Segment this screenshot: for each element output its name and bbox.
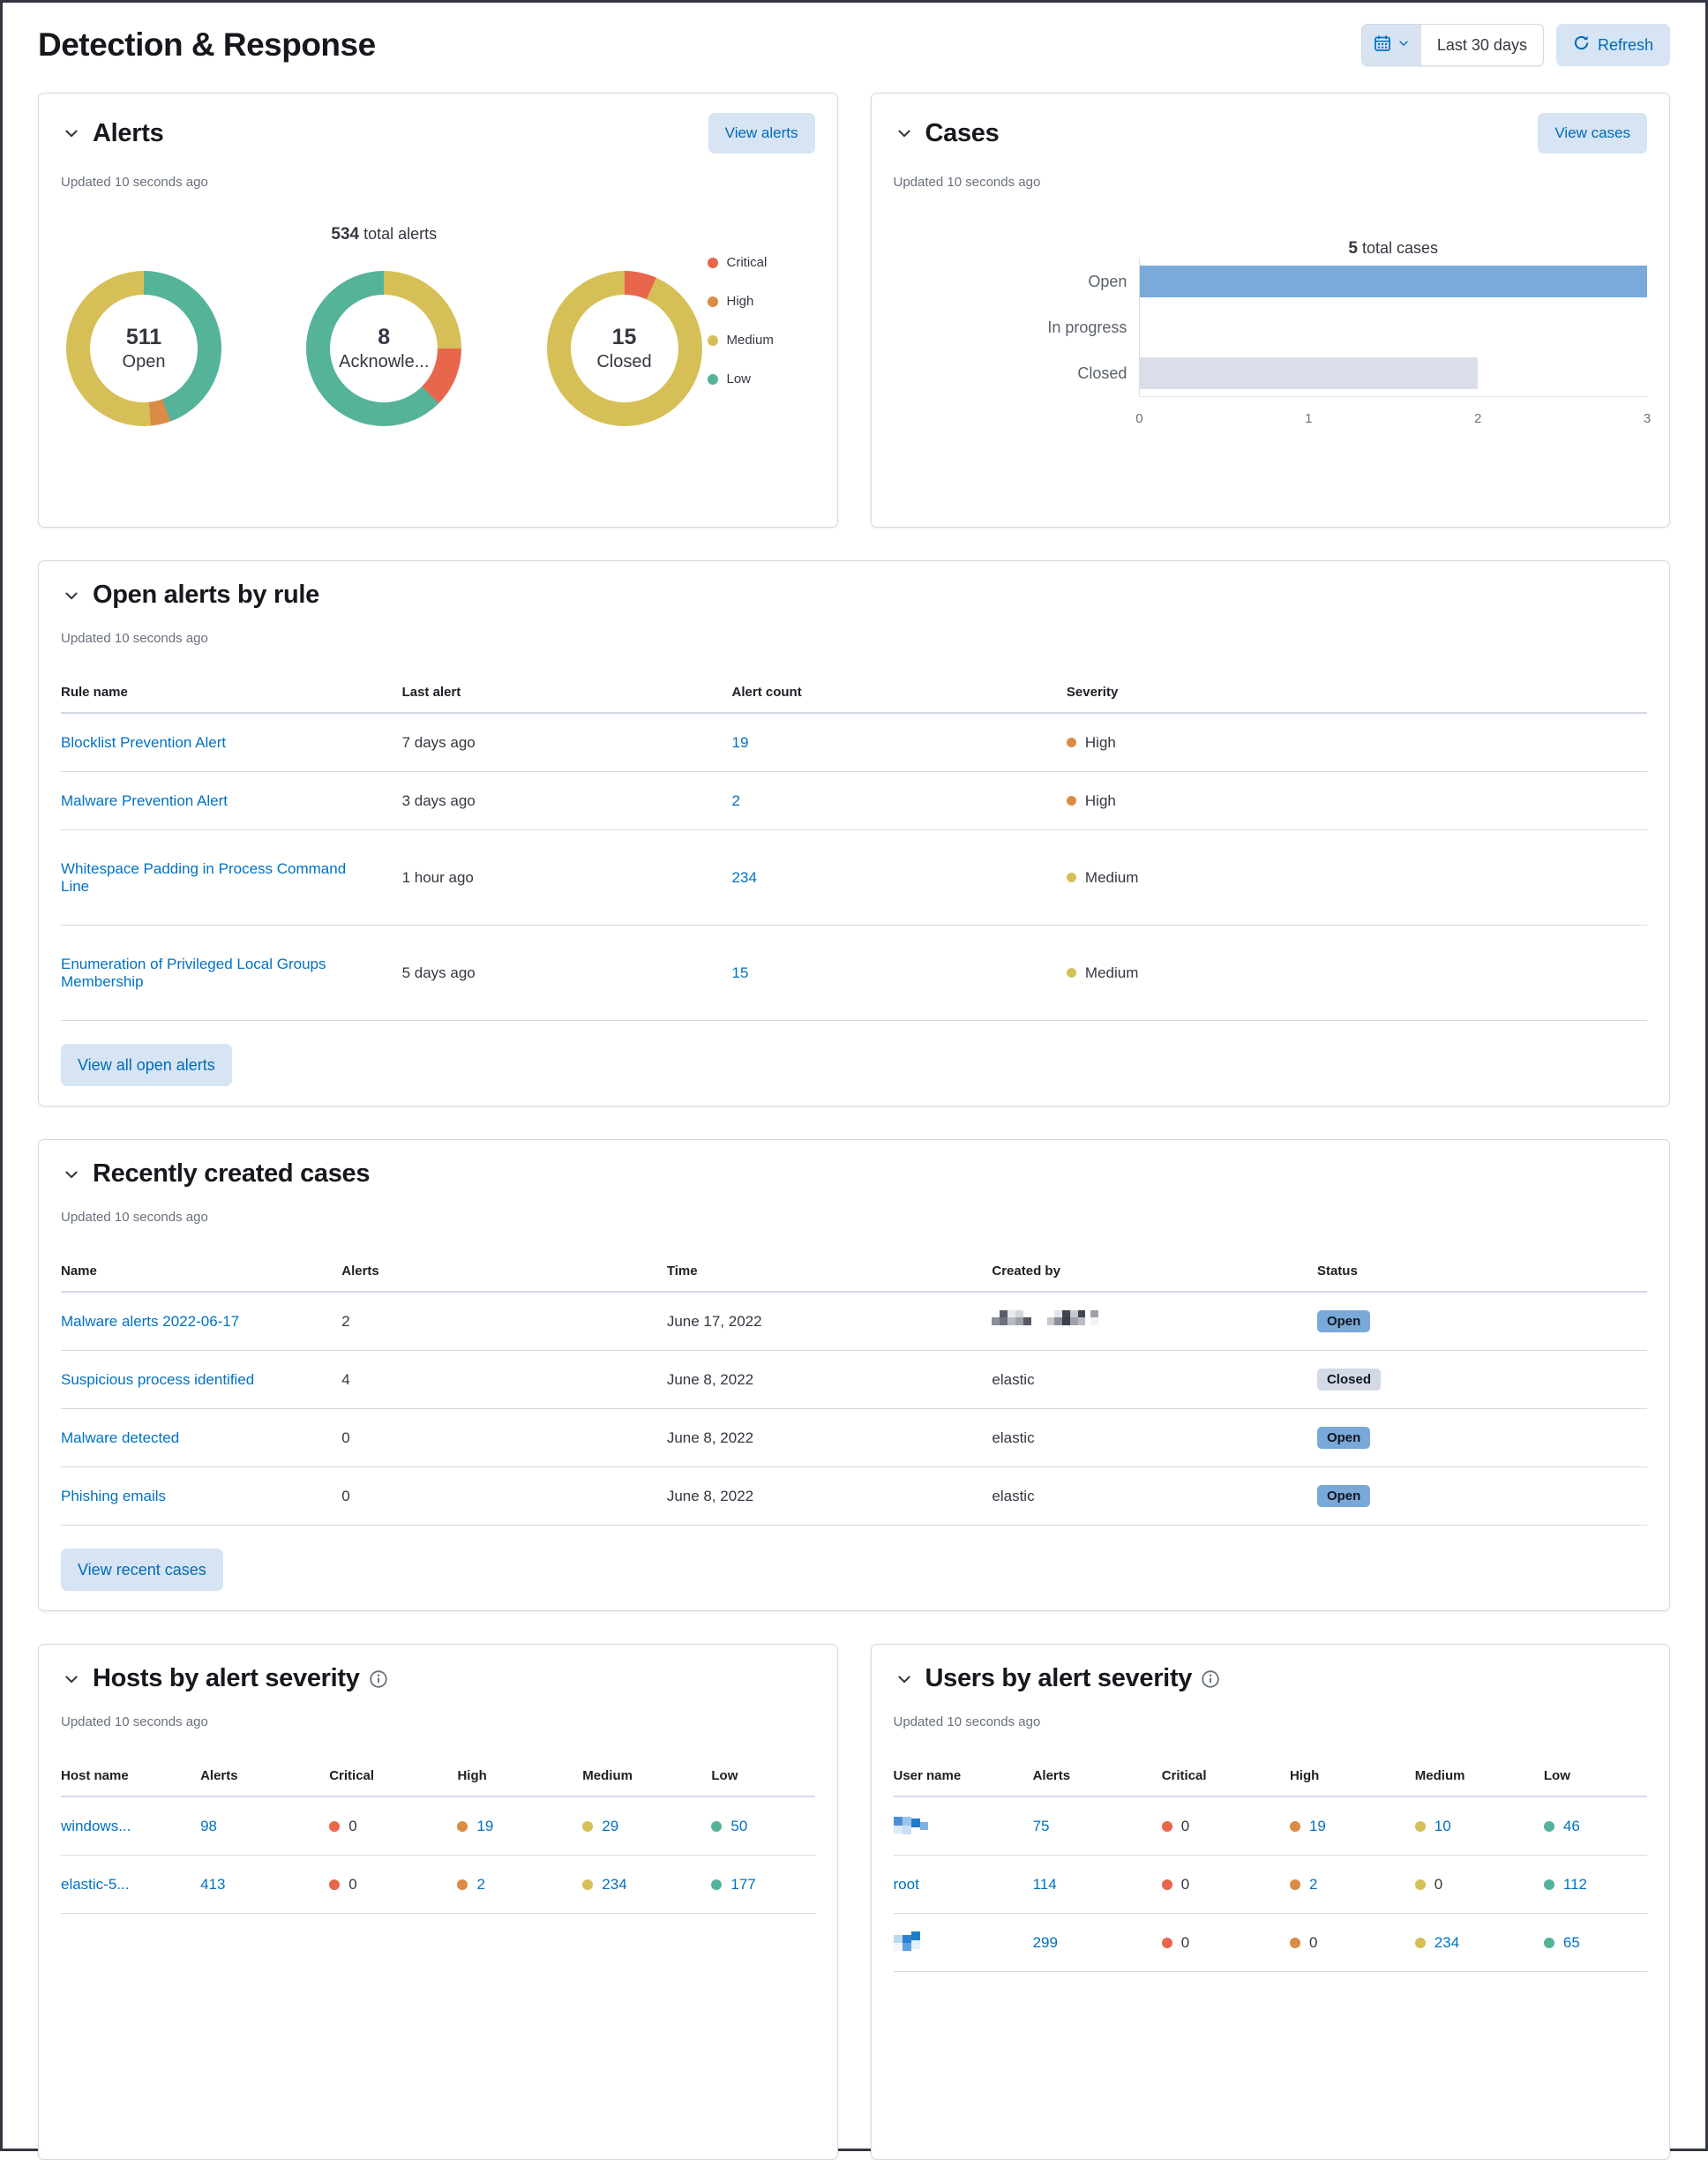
case-name-link[interactable]: Phishing emails [61,1487,167,1504]
alert-count-link[interactable]: 2 [731,791,740,809]
status-badge: Open [1317,1427,1370,1449]
host-name-link[interactable]: windows... [61,1817,131,1834]
cases-total: 5 total cases [1348,239,1438,258]
case-time: June 17, 2022 [666,1312,762,1330]
hosts-table [61,1768,815,1914]
closed-alerts-donut-chart: 15 Closed [547,271,702,426]
high-count[interactable]: 0 [1308,1933,1318,1951]
detection-response-dashboard [3,3,1705,2160]
rule-name-link[interactable]: Malware Prevention Alert [61,791,228,809]
low-dot-icon [1544,1879,1554,1890]
acknowledged-alerts-donut-chart: 8 Acknowle... [306,271,461,426]
column-header-medium: Medium [1414,1768,1465,1783]
critical-dot-icon [1162,1821,1172,1832]
view-cases-button[interactable]: View cases [1538,113,1647,154]
hosts-collapse-toggle[interactable] [61,1669,82,1690]
cases-updated-text: Updated 10 seconds ago [893,175,1041,190]
redacted-user-name [894,1813,934,1839]
critical-dot-icon [1162,1938,1172,1948]
high-dot-icon [708,296,718,307]
status-badge: Closed [1317,1369,1381,1391]
case-name-link[interactable]: Malware alerts 2022-06-17 [61,1312,240,1330]
column-header-host-name: Host name [61,1768,129,1783]
date-picker-quick-menu[interactable] [1362,25,1421,65]
critical-count[interactable]: 0 [348,1817,357,1834]
cases-x-axis: 0 1 2 3 [1139,396,1647,437]
low-dot-icon [1544,1821,1554,1832]
last-alert-value: 7 days ago [401,733,476,751]
severity-value: High [1084,791,1116,809]
critical-count[interactable]: 0 [348,1875,357,1893]
legend-item-high[interactable]: High [708,294,815,309]
cases-bar-chart [894,239,1652,437]
low-dot-icon [1544,1938,1554,1948]
rule-name-link[interactable]: Enumeration of Privileged Local Groups Membership [61,955,326,990]
open-alerts-by-rule-panel [38,560,1670,1106]
open-alerts-updated-text: Updated 10 seconds ago [61,631,208,646]
low-count[interactable]: 46 [1562,1817,1580,1834]
column-header-time: Time [666,1264,698,1279]
column-header-severity: Severity [1066,685,1119,700]
hosts-by-alert-severity-panel [38,1644,838,2160]
table-row [61,926,1647,1021]
toolbar [1361,24,1670,66]
alerts-total: 534 total alerts [331,225,438,244]
open-alerts-panel-title: Open alerts by rule [93,581,319,609]
open-alerts-table [61,685,1647,1021]
page-header [38,24,1670,66]
case-time: June 8, 2022 [666,1487,754,1504]
calendar-icon [1374,34,1391,56]
status-badge: Open [1317,1485,1370,1507]
bar-label-closed: Closed [1077,364,1127,382]
medium-count[interactable]: 234 [602,1875,627,1893]
column-header-high: High [457,1768,487,1783]
redacted-created-by [992,1310,1108,1332]
redacted-user-name [894,1930,929,1955]
recently-created-cases-panel [38,1139,1670,1611]
last-alert-value: 5 days ago [401,964,476,981]
alerts-updated-text: Updated 10 seconds ago [61,175,208,190]
column-header-alert-count: Alert count [731,685,802,700]
case-created-by: elastic [992,1370,1035,1388]
critical-dot-icon [329,1821,340,1832]
high-dot-icon [1290,1879,1300,1890]
severity-dot-icon [1067,873,1076,882]
severity-value: Medium [1084,964,1139,981]
case-time: June 8, 2022 [666,1370,754,1388]
column-header-critical: Critical [1161,1768,1207,1783]
rule-name-link[interactable]: Blocklist Prevention Alert [61,733,227,751]
refresh-button[interactable]: Refresh [1556,24,1670,66]
case-name-link[interactable]: Malware detected [61,1429,180,1446]
column-header-medium: Medium [582,1768,633,1783]
medium-dot-icon [1415,1938,1426,1948]
date-range-value[interactable]: Last 30 days [1436,35,1527,54]
alerts-collapse-toggle[interactable] [61,123,82,144]
alert-count-link[interactable]: 15 [731,964,749,981]
table-row [61,1351,1647,1409]
host-name-link[interactable]: elastic-5... [61,1875,130,1893]
legend-item-medium[interactable]: Medium [708,333,815,348]
table-row [61,830,1647,926]
user-alerts-link[interactable]: 75 [1032,1817,1050,1834]
table-row [894,1856,1648,1914]
users-table [894,1768,1648,1972]
legend-item-critical[interactable]: Critical [708,255,815,270]
table-row [894,1797,1648,1856]
medium-dot-icon [582,1821,593,1832]
table-row [61,1293,1647,1351]
legend-item-low[interactable]: Low [708,371,815,386]
high-dot-icon [1290,1938,1300,1948]
column-header-name: Name [61,1264,97,1279]
severity-dot-icon [1067,968,1076,978]
recent-cases-table [61,1264,1647,1526]
low-count[interactable]: 177 [730,1875,756,1893]
low-dot-icon [711,1879,722,1890]
high-count[interactable]: 2 [1308,1875,1318,1893]
medium-dot-icon [1415,1821,1426,1832]
case-alerts-count: 0 [341,1487,350,1504]
case-name-link[interactable]: Suspicious process identified [61,1370,255,1388]
rule-name-link[interactable]: Whitespace Padding in Process Command Line [61,859,347,895]
page-title: Detection & Response [38,26,376,63]
open-alerts-collapse-toggle[interactable] [61,585,82,606]
severity-dot-icon [1067,796,1076,806]
recent-cases-updated-text: Updated 10 seconds ago [61,1210,208,1225]
table-row [61,714,1647,772]
high-dot-icon [457,1821,468,1832]
open-cases-bar [1140,266,1647,297]
critical-count[interactable]: 0 [1180,1933,1190,1951]
info-icon[interactable] [1201,1669,1220,1689]
critical-dot-icon [1162,1879,1172,1890]
medium-dot-icon [708,335,718,346]
table-row [894,1914,1648,1972]
medium-dot-icon [1415,1879,1426,1890]
column-header-last-alert: Last alert [401,685,461,700]
alerts-panel [38,93,838,528]
open-alerts-donut-chart: 511 Open [66,271,221,426]
column-header-status: Status [1316,1264,1358,1279]
last-alert-value: 3 days ago [401,791,476,809]
critical-dot-icon [708,258,718,268]
info-icon[interactable] [369,1669,388,1689]
high-count[interactable]: 2 [476,1875,485,1893]
user-alerts-link[interactable]: 114 [1032,1875,1057,1893]
critical-count[interactable]: 0 [1180,1817,1190,1834]
critical-count[interactable]: 0 [1180,1875,1190,1893]
table-row [61,772,1647,830]
severity-dot-icon [1067,738,1076,747]
chevron-down-icon [1397,37,1410,54]
severity-legend [708,225,815,426]
column-header-high: High [1289,1768,1320,1783]
case-alerts-count: 0 [341,1429,350,1446]
case-time: June 8, 2022 [666,1429,754,1446]
column-header-alerts: Alerts [200,1768,238,1783]
recent-cases-panel-title: Recently created cases [93,1159,371,1188]
users-panel-title: Users by alert severity [925,1664,1193,1692]
hosts-panel-title: Hosts by alert severity [93,1664,360,1692]
bar-label-in-progress: In progress [1047,318,1127,336]
column-header-user-name: User name [893,1768,962,1783]
medium-count[interactable]: 10 [1434,1817,1451,1834]
cases-collapse-toggle[interactable] [894,123,915,144]
column-header-critical: Critical [329,1768,375,1783]
high-count[interactable]: 19 [1308,1817,1326,1834]
low-dot-icon [708,374,718,385]
refresh-icon [1573,34,1590,56]
view-all-open-alerts-button[interactable]: View all open alerts [61,1044,232,1086]
alerts-panel-title: Alerts [93,118,164,147]
low-count[interactable]: 50 [730,1817,748,1834]
table-row [61,1797,815,1856]
user-alerts-link[interactable]: 299 [1032,1933,1058,1951]
high-dot-icon [457,1879,468,1890]
table-row [61,1409,1647,1467]
users-collapse-toggle[interactable] [894,1669,915,1690]
alert-count-link[interactable]: 234 [731,868,757,886]
column-header-alerts: Alerts [1032,1768,1071,1783]
alert-count-link[interactable]: 19 [731,733,749,751]
hosts-updated-text: Updated 10 seconds ago [61,1714,208,1729]
view-recent-cases-button[interactable]: View recent cases [61,1549,223,1591]
low-count[interactable]: 112 [1562,1875,1587,1893]
column-header-rule-name: Rule name [61,685,128,700]
case-alerts-count: 2 [341,1312,350,1330]
users-by-alert-severity-panel [871,1644,1671,2160]
user-name-link[interactable]: root [893,1875,919,1893]
medium-count[interactable]: 234 [1434,1933,1460,1951]
column-header-low: Low [1543,1768,1570,1783]
case-created-by: elastic [992,1429,1035,1446]
medium-count[interactable]: 0 [1434,1875,1443,1893]
low-count[interactable]: 65 [1562,1933,1580,1951]
case-alerts-count: 4 [341,1370,350,1388]
host-alerts-link[interactable]: 98 [200,1817,217,1834]
critical-dot-icon [329,1879,340,1890]
low-dot-icon [711,1821,722,1832]
severity-value: Medium [1084,868,1139,886]
date-range-picker[interactable] [1361,24,1544,66]
table-row [61,1856,815,1914]
table-row [61,1467,1647,1526]
column-header-low: Low [711,1768,738,1783]
view-alerts-button[interactable]: View alerts [708,113,815,154]
status-badge: Open [1317,1310,1370,1332]
bar-label-open: Open [1088,272,1127,290]
closed-cases-bar [1140,357,1478,389]
medium-count[interactable]: 29 [602,1817,619,1834]
recent-cases-collapse-toggle[interactable] [61,1164,82,1185]
severity-value: High [1084,733,1116,751]
high-count[interactable]: 19 [476,1817,494,1834]
case-created-by: elastic [992,1487,1035,1504]
column-header-alerts: Alerts [341,1264,379,1279]
host-alerts-link[interactable]: 413 [200,1875,226,1893]
cases-panel-title: Cases [925,118,1000,147]
last-alert-value: 1 hour ago [401,868,474,886]
medium-dot-icon [582,1879,593,1890]
column-header-created-by: Created by [992,1264,1060,1279]
high-dot-icon [1290,1821,1300,1832]
cases-panel [871,93,1671,528]
users-updated-text: Updated 10 seconds ago [893,1714,1041,1729]
